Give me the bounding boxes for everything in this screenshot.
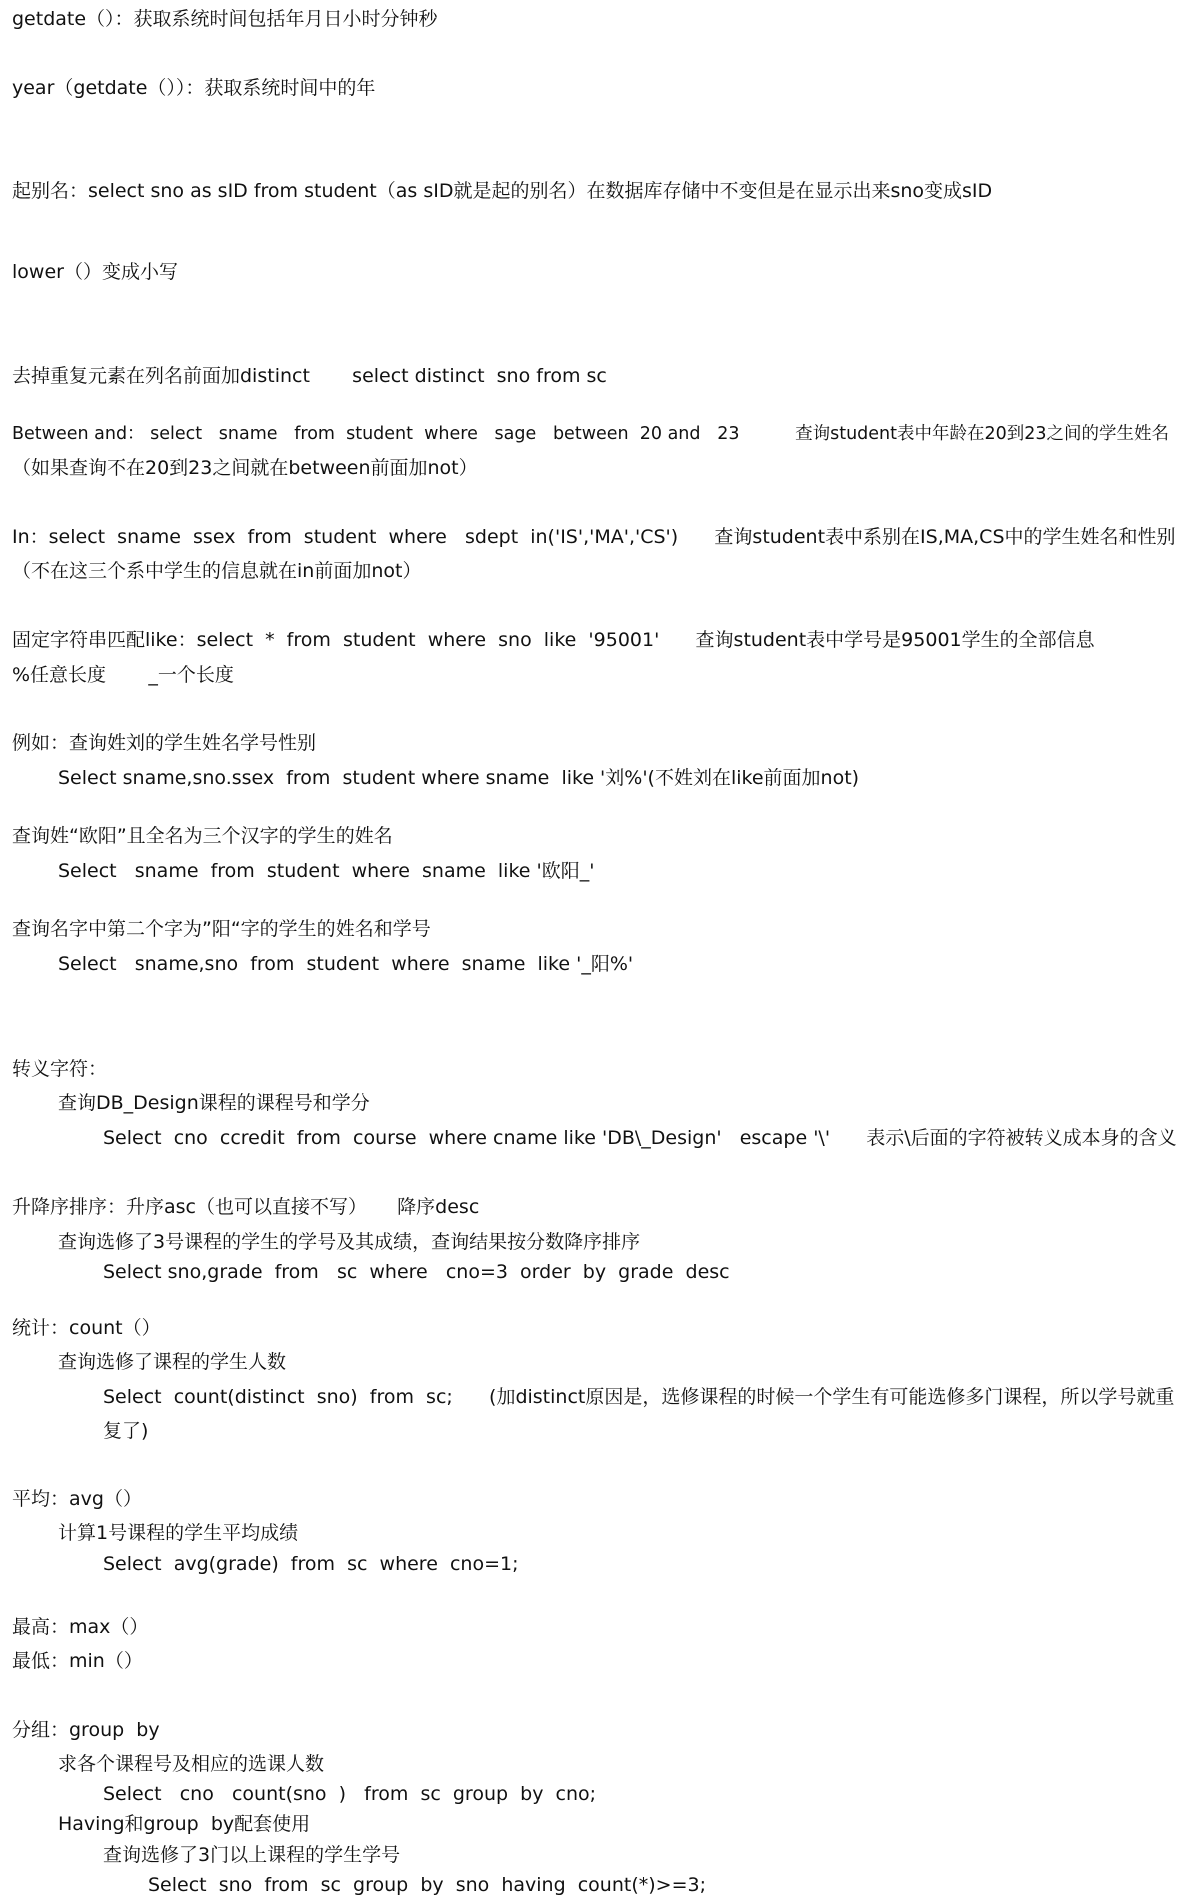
example-yang-heading: 查询名字中第二个字为”阳“字的学生的姓名和学号 [12,918,431,940]
note-wildcards: %任意长度 _一个长度 [12,664,234,686]
group-sql: Select cno count(sno ) from sc group by cno; [103,1783,597,1805]
example-heading: 例如：查询姓刘的学生姓名学号性别 [12,732,317,754]
count-question: 查询选修了课程的学生人数 [58,1351,287,1373]
note-in: In：select sname ssex from student where sdept in('IS','MA','CS') 查询student表中系别在IS,MA,CS中的学生姓名和性别 [12,526,1176,548]
note-like: 固定字符串匹配like：select * from student where sno like '95001' 查询student表中学号是95001学生的全部信息 [12,629,1095,651]
escape-heading: 转义字符： [12,1058,108,1080]
count-heading: 统计：count（） [12,1317,161,1339]
order-sql: Select sno,grade from sc where cno=3 order by grade desc [103,1261,730,1283]
having-heading: Having和group by配套使用 [58,1813,311,1835]
order-question: 查询选修了3号课程的学生的学号及其成绩，查询结果按分数降序排序 [58,1231,641,1253]
example-sql-liu: Select sname,sno.ssex from student where sname like '刘%'(不姓刘在like前面加not) [58,767,860,789]
count-sql: Select count(distinct sno) from sc; (加distinct原因是，选修课程的时候一个学生有可能选修多门课程，所以学号就重 [103,1386,1175,1408]
max-heading: 最高：max（） [12,1616,149,1638]
avg-question: 计算1号课程的学生平均成绩 [58,1522,299,1544]
group-question: 求各个课程号及相应的选课人数 [58,1753,325,1775]
order-heading: 升降序排序：升序asc（也可以直接不写） 降序desc [12,1196,480,1218]
avg-heading: 平均：avg（） [12,1488,142,1510]
escape-question: 查询DB_Design课程的课程号和学分 [58,1092,370,1114]
note-lower: lower（）变成小写 [12,261,178,283]
note-in-not: （不在这三个系中学生的信息就在in前面加not） [12,560,422,582]
note-alias: 起别名：select sno as sID from student（as sID就是起的别名）在数据库存储中不变但是在显示出来sno变成sID [12,180,993,202]
group-heading: 分组：group by [12,1719,160,1741]
count-sql-wrap: 复了) [103,1420,149,1442]
example-sql-yang: Select sname,sno from student where sname like '_阳%' [58,953,634,975]
having-sql: Select sno from sc group by sno having count(*)>=3; [148,1874,706,1896]
min-heading: 最低：min（） [12,1650,143,1672]
note-year: year（getdate（））：获取系统时间中的年 [12,77,376,99]
example-ouyang-heading: 查询姓“欧阳”且全名为三个汉字的学生的姓名 [12,825,393,847]
note-distinct: 去掉重复元素在列名前面加distinct select distinct sno from sc [12,365,607,387]
avg-sql: Select avg(grade) from sc where cno=1; [103,1553,519,1575]
note-between-not: （如果查询不在20到23之间就在between前面加not） [12,457,478,479]
note-between: Between and： select sname from student where sage between 20 and 23 查询student表中年龄在20到23之间的学生姓名 [12,424,1170,444]
escape-sql: Select cno ccredit from course where cname like 'DB\_Design' escape '\' 表示\后面的字符被转义成本身的含义 [103,1127,1177,1149]
note-getdate: getdate（）：获取系统时间包括年月日小时分钟秒 [12,8,438,30]
example-sql-ouyang: Select sname from student where sname like '欧阳_' [58,860,595,882]
having-question: 查询选修了3门以上课程的学生学号 [103,1844,401,1866]
